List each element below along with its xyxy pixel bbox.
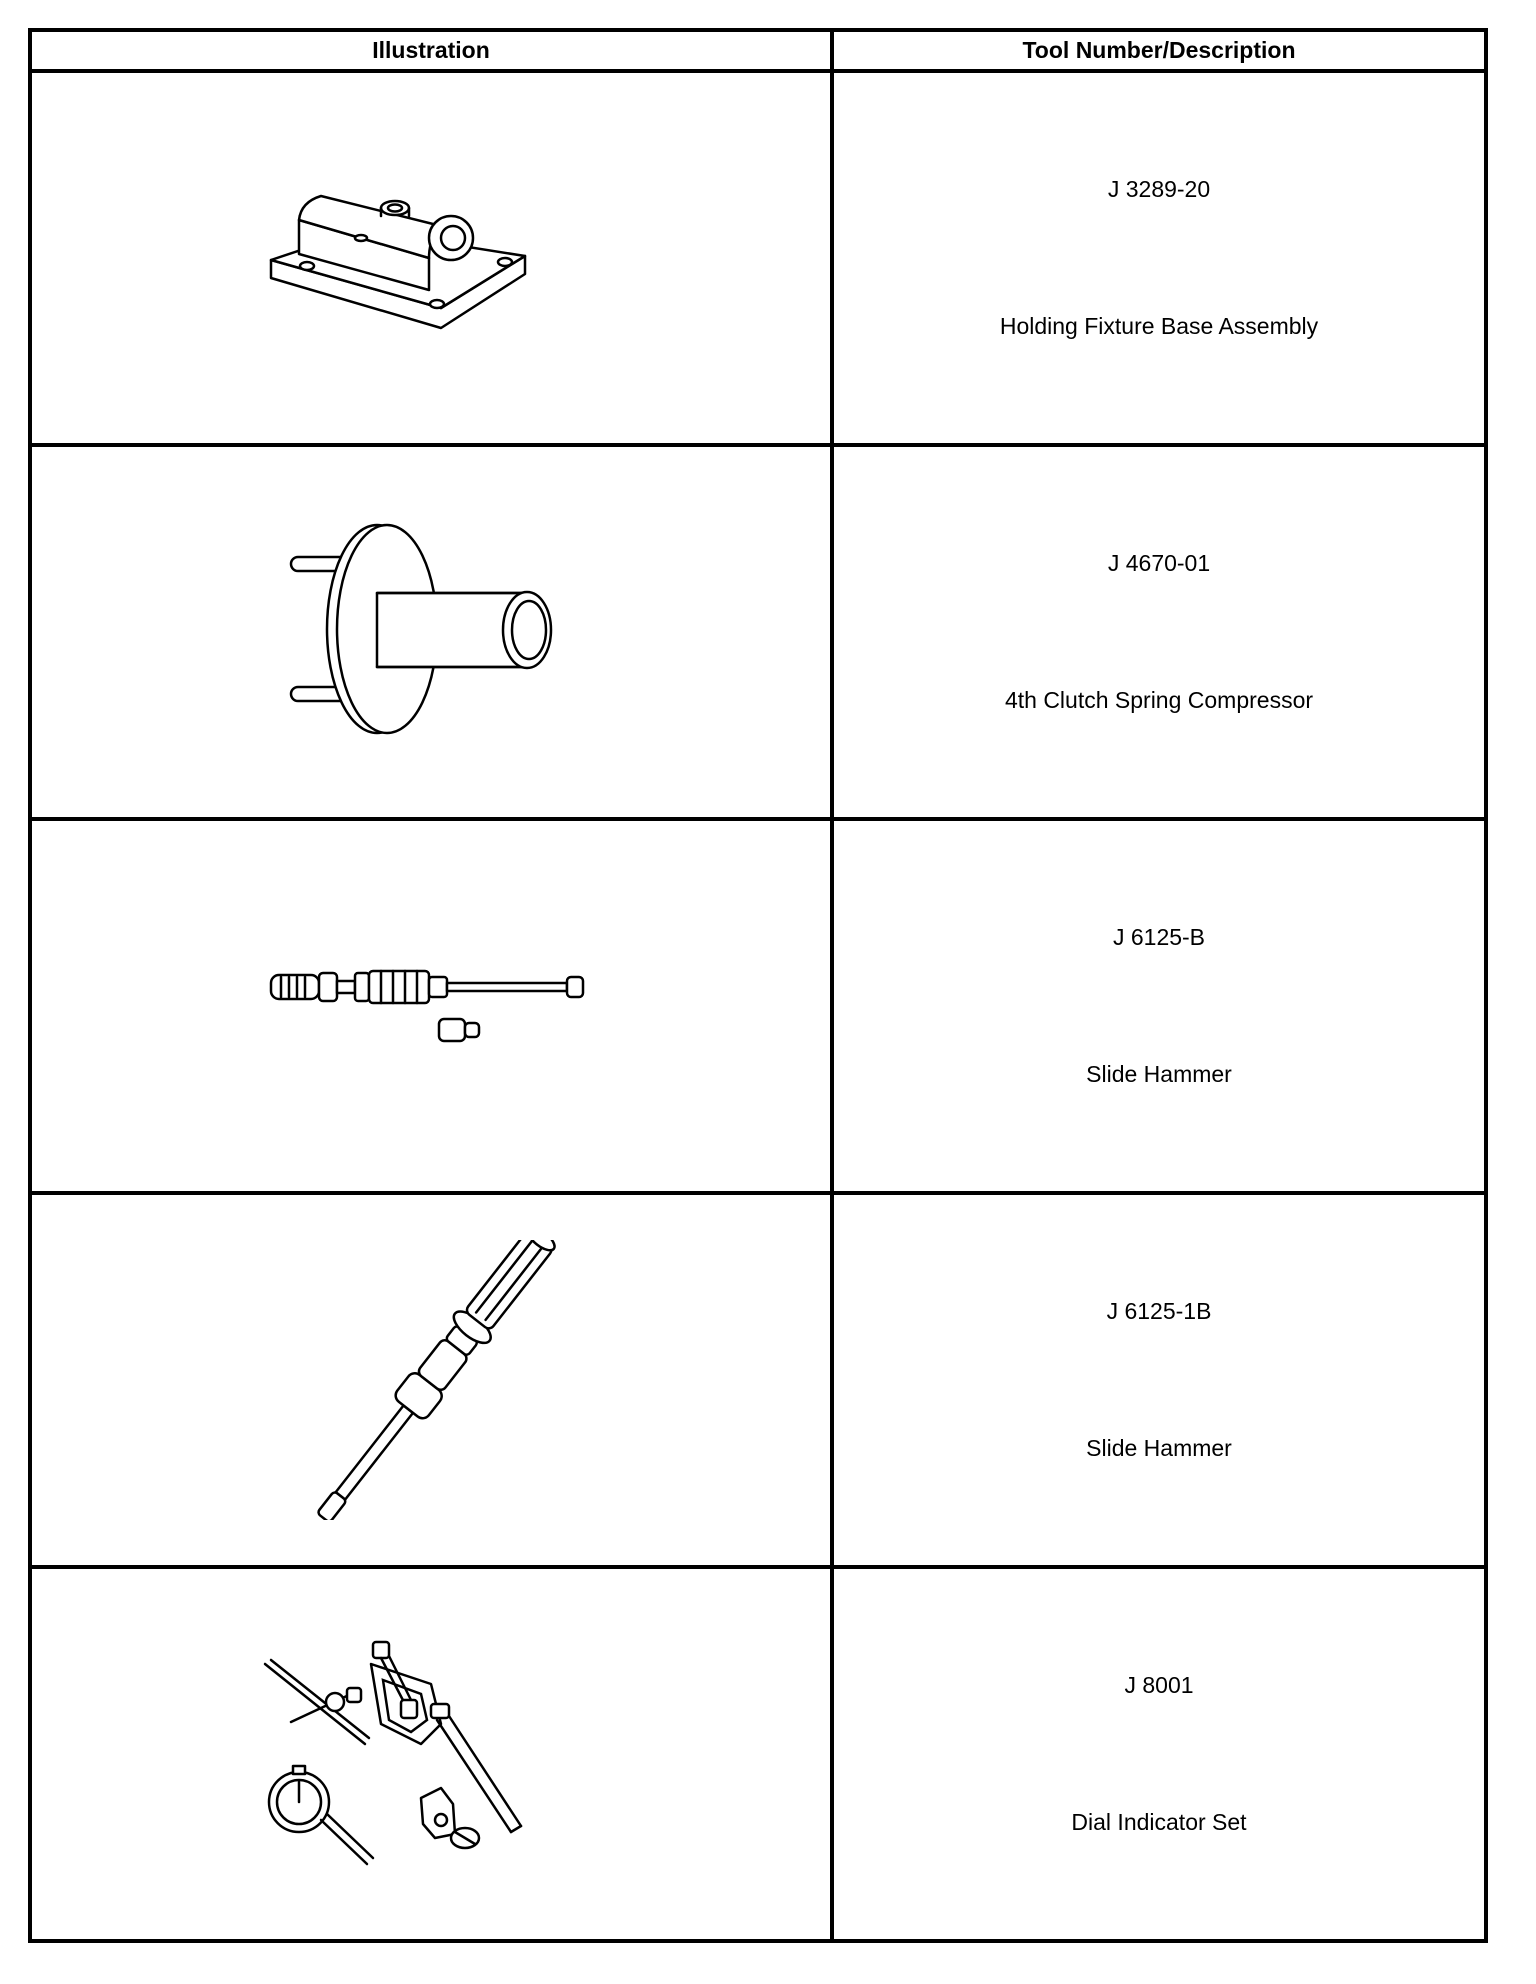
clutch-spring-compressor-icon	[281, 517, 581, 747]
tool-description: Holding Fixture Base Assembly	[999, 313, 1319, 339]
illustration-cell	[30, 71, 832, 445]
tool-number: J 8001	[1124, 1672, 1194, 1698]
special-tools-table	[28, 28, 1488, 1943]
table-row	[30, 1193, 1486, 1567]
slide-hammer-angled-icon	[266, 1240, 596, 1520]
tool-description: 4th Clutch Spring Compressor	[1004, 687, 1314, 713]
table-header-row	[30, 30, 1486, 71]
table-row	[30, 1567, 1486, 1941]
tool-number: J 4670-01	[1107, 550, 1211, 576]
tool-description: Slide Hammer	[1086, 1061, 1232, 1087]
description-cell	[832, 1193, 1486, 1567]
header-illustration: Illustration	[30, 30, 832, 71]
table-row	[30, 445, 1486, 819]
dial-indicator-set-icon	[261, 1624, 601, 1884]
description-cell	[832, 71, 1486, 445]
tool-number: J 6125-B	[1112, 924, 1206, 950]
illustration-cell	[30, 1193, 832, 1567]
table-row	[30, 819, 1486, 1193]
holding-fixture-base-icon	[261, 168, 601, 348]
illustration-cell	[30, 445, 832, 819]
illustration-cell	[30, 819, 832, 1193]
description-cell	[832, 819, 1486, 1193]
tool-number: J 3289-20	[1107, 176, 1211, 202]
tool-number: J 6125-1B	[1106, 1298, 1212, 1324]
tool-description: Slide Hammer	[1086, 1435, 1232, 1461]
description-cell	[832, 445, 1486, 819]
tool-description: Dial Indicator Set	[1071, 1809, 1247, 1835]
header-tool-number-description: Tool Number/Description	[832, 30, 1486, 71]
slide-hammer-icon	[261, 961, 601, 1051]
table-row	[30, 71, 1486, 445]
illustration-cell	[30, 1567, 832, 1941]
description-cell	[832, 1567, 1486, 1941]
